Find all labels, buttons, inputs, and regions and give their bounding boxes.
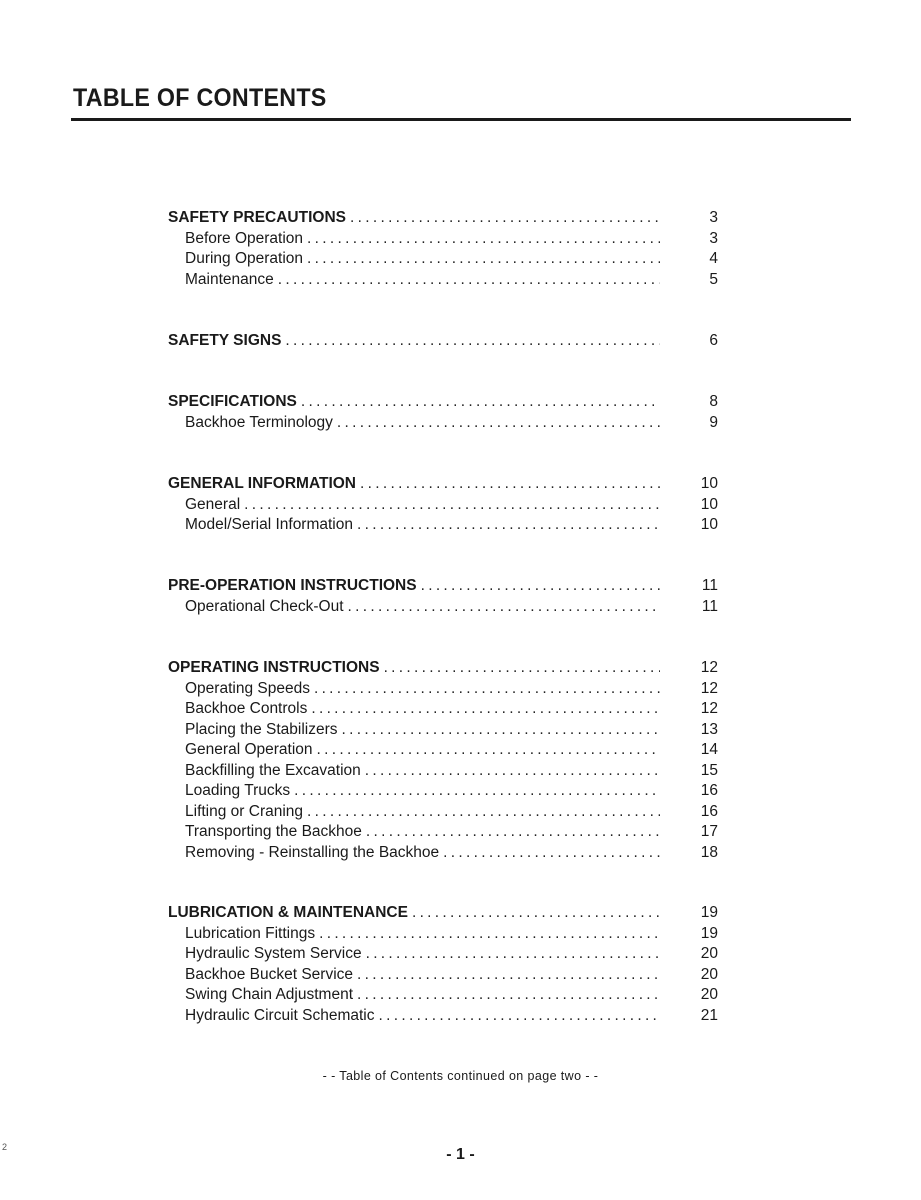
entry-label: Swing Chain Adjustment — [185, 986, 354, 1003]
entry-label: Loading Trucks — [185, 782, 291, 799]
page-ref: 19 — [700, 904, 718, 921]
page-ref: 17 — [700, 823, 718, 840]
entry-label: Lifting or Craning — [185, 802, 304, 820]
entry-label: Operational Check-Out — [185, 597, 344, 615]
section-heading: GENERAL INFORMATION — [168, 475, 357, 492]
dot-leader — [337, 413, 660, 433]
section-heading: OPERATING INSTRUCTIONS — [168, 659, 380, 676]
dot-leader — [301, 392, 660, 412]
entry-label: Lubrication Fittings — [185, 924, 316, 942]
dot-leader — [307, 802, 660, 822]
toc-entry — [185, 1006, 660, 1026]
page-ref: 20 — [700, 965, 718, 983]
toc-section-3 — [168, 392, 660, 412]
entry-label: Transporting the Backhoe — [185, 823, 362, 840]
page-ref: 16 — [700, 802, 718, 820]
page-ref: 16 — [700, 782, 718, 799]
corner-mark: 2 — [2, 1142, 8, 1152]
dot-leader — [357, 965, 660, 985]
dot-leader — [421, 576, 660, 596]
toc-entry — [185, 597, 660, 617]
toc-section-4 — [168, 474, 660, 494]
dot-leader — [311, 699, 660, 719]
toc-entry — [185, 740, 660, 760]
dot-leader — [348, 597, 660, 617]
toc-entry — [185, 679, 660, 699]
page-ref: 20 — [700, 986, 718, 1003]
page-ref: 12 — [700, 700, 718, 717]
dot-leader — [314, 679, 660, 699]
dot-leader — [357, 985, 660, 1005]
toc-entry — [185, 495, 660, 515]
dot-leader — [366, 822, 660, 842]
dot-leader — [365, 761, 660, 781]
page-ref: 19 — [700, 924, 718, 942]
page-ref: 11 — [701, 577, 718, 594]
dot-leader — [384, 658, 660, 678]
dot-leader — [342, 720, 661, 740]
dot-leader — [307, 229, 660, 249]
dot-leader — [443, 843, 660, 863]
toc-entry — [185, 924, 660, 944]
toc-entry — [185, 270, 660, 290]
toc-entry — [185, 761, 660, 781]
section-heading: SAFETY SIGNS — [168, 332, 282, 349]
page-ref: 12 — [700, 659, 718, 676]
page-ref: 10 — [700, 495, 718, 513]
dot-leader — [317, 740, 660, 760]
toc-entry — [185, 720, 660, 740]
page-title: TABLE OF CONTENTS — [73, 84, 327, 112]
dot-leader — [357, 515, 660, 535]
page-ref: 10 — [700, 475, 718, 492]
toc-entry — [185, 965, 660, 985]
dot-leader — [244, 495, 660, 515]
toc-entry — [185, 229, 660, 249]
page-ref: 3 — [709, 229, 718, 247]
page-ref: 18 — [700, 843, 718, 861]
page-ref: 5 — [709, 270, 718, 288]
dot-leader — [350, 208, 660, 228]
toc-section-2 — [168, 331, 660, 351]
page-ref: 8 — [709, 393, 718, 410]
page-ref: 10 — [700, 516, 718, 533]
entry-label: Backhoe Controls — [185, 700, 308, 717]
toc-section-7 — [168, 903, 660, 923]
toc-entry — [185, 843, 660, 863]
toc-entry — [185, 781, 660, 801]
toc-entry — [185, 985, 660, 1005]
toc-entry — [185, 944, 660, 964]
toc-entry — [185, 413, 660, 433]
page-ref: 15 — [700, 761, 718, 779]
entry-label: Backfilling the Excavation — [185, 761, 361, 779]
page-ref: 3 — [709, 209, 718, 226]
dot-leader — [360, 474, 660, 494]
entry-label: During Operation — [185, 250, 304, 267]
entry-label: Operating Speeds — [185, 679, 310, 697]
dot-leader — [285, 331, 660, 351]
dot-leader — [307, 249, 660, 269]
toc-entry — [185, 822, 660, 842]
page-number: - 1 - — [446, 1146, 475, 1163]
entry-label: Placing the Stabilizers — [185, 720, 338, 738]
page-ref: 12 — [700, 679, 718, 697]
section-heading: LUBRICATION & MAINTENANCE — [168, 904, 408, 921]
dot-leader — [294, 781, 660, 801]
section-heading: SPECIFICATIONS — [168, 393, 297, 410]
entry-label: Model/Serial Information — [185, 516, 353, 533]
page-ref: 4 — [709, 250, 718, 267]
entry-label: Removing - Reinstalling the Backhoe — [185, 843, 440, 861]
entry-label: General — [185, 495, 241, 513]
page-ref: 20 — [700, 945, 718, 962]
page-ref: 14 — [700, 741, 718, 758]
toc-entry — [185, 802, 660, 822]
toc-section-1 — [168, 208, 660, 228]
entry-label: General Operation — [185, 741, 313, 758]
page-ref: 9 — [709, 413, 718, 431]
toc-section-6 — [168, 658, 660, 678]
dot-leader — [412, 903, 660, 923]
toc-entry — [185, 515, 660, 535]
page-ref: 21 — [700, 1006, 718, 1024]
entry-label: Maintenance — [185, 270, 274, 288]
section-heading: PRE-OPERATION INSTRUCTIONS — [168, 577, 417, 594]
entry-label: Backhoe Bucket Service — [185, 965, 354, 983]
entry-label: Backhoe Terminology — [185, 413, 333, 431]
entry-label: Hydraulic System Service — [185, 945, 362, 962]
dot-leader — [379, 1006, 661, 1026]
dot-leader — [278, 270, 660, 290]
dot-leader — [319, 924, 660, 944]
entry-label: Before Operation — [185, 229, 304, 247]
toc-entry — [185, 249, 660, 269]
section-heading: SAFETY PRECAUTIONS — [168, 209, 346, 226]
toc-entry — [185, 699, 660, 719]
page-ref: 13 — [700, 720, 718, 738]
continued-note: - - Table of Contents continued on page two - - — [322, 1069, 599, 1083]
page-ref: 6 — [709, 332, 718, 349]
entry-label: Hydraulic Circuit Schematic — [185, 1006, 375, 1024]
dot-leader — [366, 944, 660, 964]
page-ref: 11 — [701, 597, 718, 615]
toc-section-5 — [168, 576, 660, 596]
